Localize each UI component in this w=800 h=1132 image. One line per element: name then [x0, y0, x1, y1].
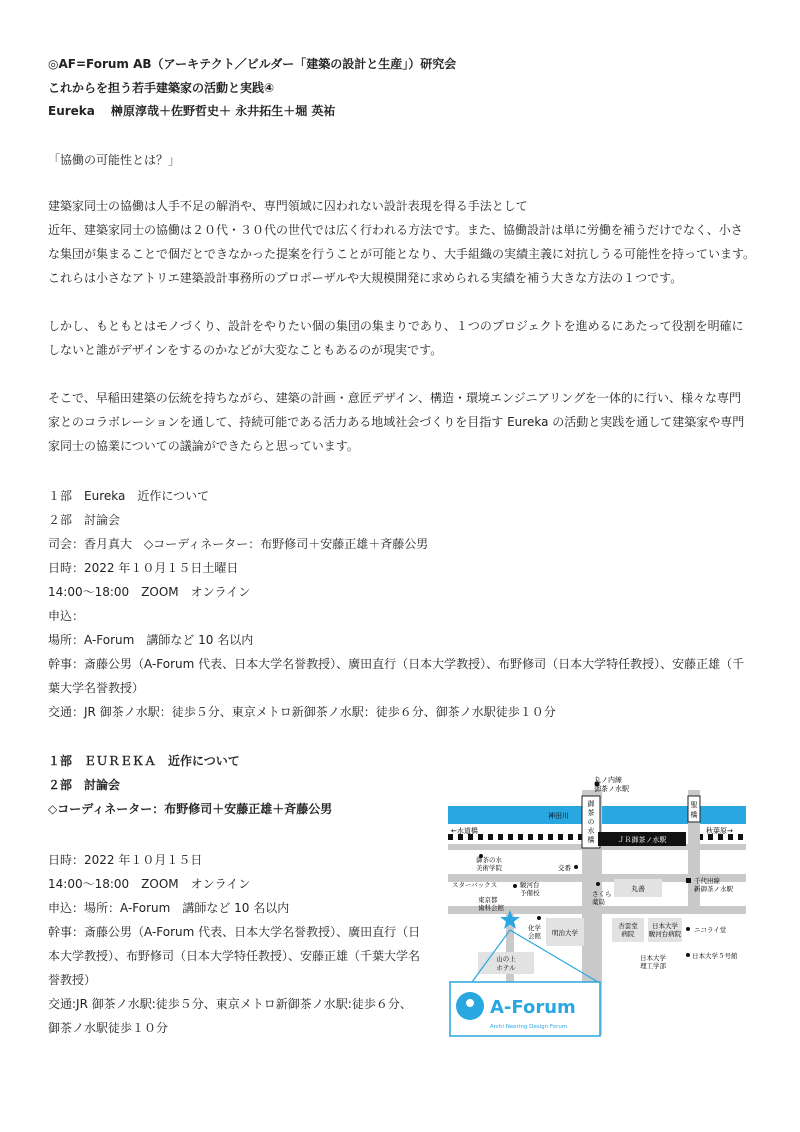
- map-label: 病院: [621, 930, 635, 938]
- detail-line: 葉大学名誉教授）: [48, 681, 145, 695]
- map-label: 丸ノ内線: [594, 776, 622, 784]
- map-label: 聖: [690, 801, 698, 809]
- body-paragraph-2-line: しかし、もともとはモノづくり、設計をやりたい個の集団の集まりであり、１つのプロジェクトを進めるにあたって役割を明確に: [48, 319, 744, 333]
- detail-line: 幹事：斎藤公男（A-Forum 代表、日本大学名誉教授）、廣田直行（日本大学教授）、布野修司（日本大学特任教授）、安藤正雄（千: [48, 657, 745, 671]
- body-paragraph-3-line: 家とのコラボレーションを通して、持続可能である活力ある地域社会づくりを目指す Eureka の活動と実践を通して建築家や専門: [48, 415, 745, 429]
- access-map: [448, 770, 746, 1042]
- map-label: の: [587, 818, 595, 826]
- detail-line: 司会：香月真大 ◇コーディネーター：布野修司＋安藤正雄＋斉藤公男: [48, 537, 429, 551]
- map-label: 理工学部: [640, 962, 666, 970]
- map-label: スターバックス: [452, 881, 498, 889]
- program-line: ◇コーディネーター：布野修司＋安藤正雄＋斉藤公男: [48, 802, 333, 816]
- map-label: 千代田線: [694, 877, 720, 885]
- body-paragraph-1-line: これらは小さなアトリエ建築設計事務所のプロポーザルや大規模開発に求められる実績を補う大きな方法の１つです。: [48, 271, 683, 285]
- map-label: 山の上: [496, 955, 516, 963]
- map-label: 秋葉原→: [706, 827, 733, 835]
- header-line-2: これからを担う若手建築家の活動と実践④: [48, 81, 275, 95]
- logo-subtext: Archi Neering Design Forum: [490, 1024, 568, 1030]
- map-label: 新御茶ノ水駅: [694, 885, 733, 893]
- map-label: ホテル: [496, 964, 516, 972]
- info-line: 14:00〜18:00 ZOOM オンライン: [48, 877, 251, 891]
- map-label: 御茶ノ水駅: [594, 785, 629, 793]
- map-label: 予備校: [520, 889, 540, 897]
- map-label: 橋: [690, 811, 698, 819]
- map-label: 御茶の水: [476, 856, 502, 864]
- section-heading: 「協働の可能性とは？」: [48, 153, 181, 167]
- info-line: 御茶ノ水駅徒歩１０分: [48, 1021, 169, 1035]
- map-label: 茶: [587, 809, 595, 817]
- map-label: 日本大学: [652, 922, 678, 930]
- map-label: 水: [587, 827, 595, 835]
- map-label: 日本大学５号館: [692, 952, 738, 960]
- map-label: 歯科会館: [478, 904, 504, 912]
- map-label: 薬局: [592, 898, 605, 906]
- program-line: １部 ＥＵＲＥＫＡ 近作について: [48, 754, 240, 768]
- map-label: ←水道橋: [451, 827, 478, 835]
- map-label: ＪＲ御茶ノ水駅: [617, 836, 667, 844]
- map-label: 化学: [528, 924, 541, 932]
- info-line: 交通:JR 御茶ノ水駅:徒歩５分、東京メトロ新御茶ノ水駅:徒歩６分、: [48, 997, 412, 1011]
- map-label: 駿河台病院: [648, 930, 682, 938]
- map-label: 駿河台: [520, 881, 540, 889]
- map-label: 交番: [558, 864, 571, 872]
- map-label: 明治大学: [552, 929, 578, 937]
- body-paragraph-1-line: な集団が集まることで個だとできなかった提案を行うことが可能となり、大手組織の実績主義に対抗しうる可能性を持っています。: [48, 247, 756, 261]
- detail-line: １部 Eureka 近作について: [48, 489, 210, 503]
- body-paragraph-3-line: 家同士の協業についての議論ができたらと思っています。: [48, 439, 359, 453]
- detail-line: 申込：: [48, 609, 85, 623]
- map-label: 橋: [587, 836, 595, 844]
- detail-line: 交通：JR 御茶ノ水駅：徒歩５分、東京メトロ新御茶ノ水駅：徒歩６分、御茶ノ水駅徒歩１０分: [48, 705, 556, 719]
- map-label: ニコライ堂: [694, 926, 727, 934]
- map-label: 会館: [528, 932, 541, 940]
- map-label: さくら: [592, 890, 612, 898]
- body-paragraph-1-line: 建築家同士の協働は人手不足の解消や、専門領域に囚われない設計表現を得る手法として: [48, 199, 528, 213]
- info-line: 幹事：斎藤公男（A-Forum 代表、日本大学名誉教授）、廣田直行（日: [48, 925, 421, 939]
- program-line: ２部 討論会: [48, 778, 121, 792]
- info-line: 誉教授）: [48, 973, 97, 987]
- map-label: 御: [587, 800, 595, 808]
- map-label: 日本大学: [640, 954, 666, 962]
- detail-line: 日時：2022 年１０月１５日土曜日: [48, 561, 239, 575]
- map-label: 杏雲堂: [618, 922, 638, 930]
- detail-line: 場所：A-Forum 講師など 10 名以内: [48, 633, 254, 647]
- info-line: 申込：場所：A-Forum 講師など 10 名以内: [48, 901, 290, 915]
- body-paragraph-1-line: 近年、建築家同士の協働は２０代・３０代の世代では広く行われる方法です。また、協働設計は単に労働を補うだけでなく、小さ: [48, 223, 743, 237]
- detail-line: 14:00〜18:00 ZOOM オンライン: [48, 585, 251, 599]
- info-line: 本大学教授）、布野修司（日本大学特任教授）、安藤正雄（千葉大学名: [48, 949, 421, 963]
- map-label: 神田川: [548, 812, 569, 820]
- body-paragraph-2-line: しないと誰がデザインをするのかなどが大変なこともあるのが現実です。: [48, 343, 443, 357]
- body-paragraph-3-line: そこで、早稲田建築の伝統を持ちながら、建築の計画・意匠デザイン、構造・環境エンジニアリングを一体的に行い、様々な専門: [48, 391, 741, 405]
- logo-text: A-Forum: [490, 997, 576, 1018]
- header-line-1: ◎AF=Forum AB（アーキテクト／ビルダー「建築の設計と生産」）研究会: [48, 57, 457, 71]
- info-line: 日時：2022 年１０月１５日: [48, 853, 203, 867]
- detail-line: ２部 討論会: [48, 513, 121, 527]
- map-label: 丸善: [631, 885, 645, 893]
- map-label: 東京都: [478, 896, 498, 904]
- map-label: 美術学院: [476, 864, 502, 872]
- header-line-3: Eureka 榊原淳哉＋佐野哲史＋ 永井拓生＋堀 英祐: [48, 104, 336, 118]
